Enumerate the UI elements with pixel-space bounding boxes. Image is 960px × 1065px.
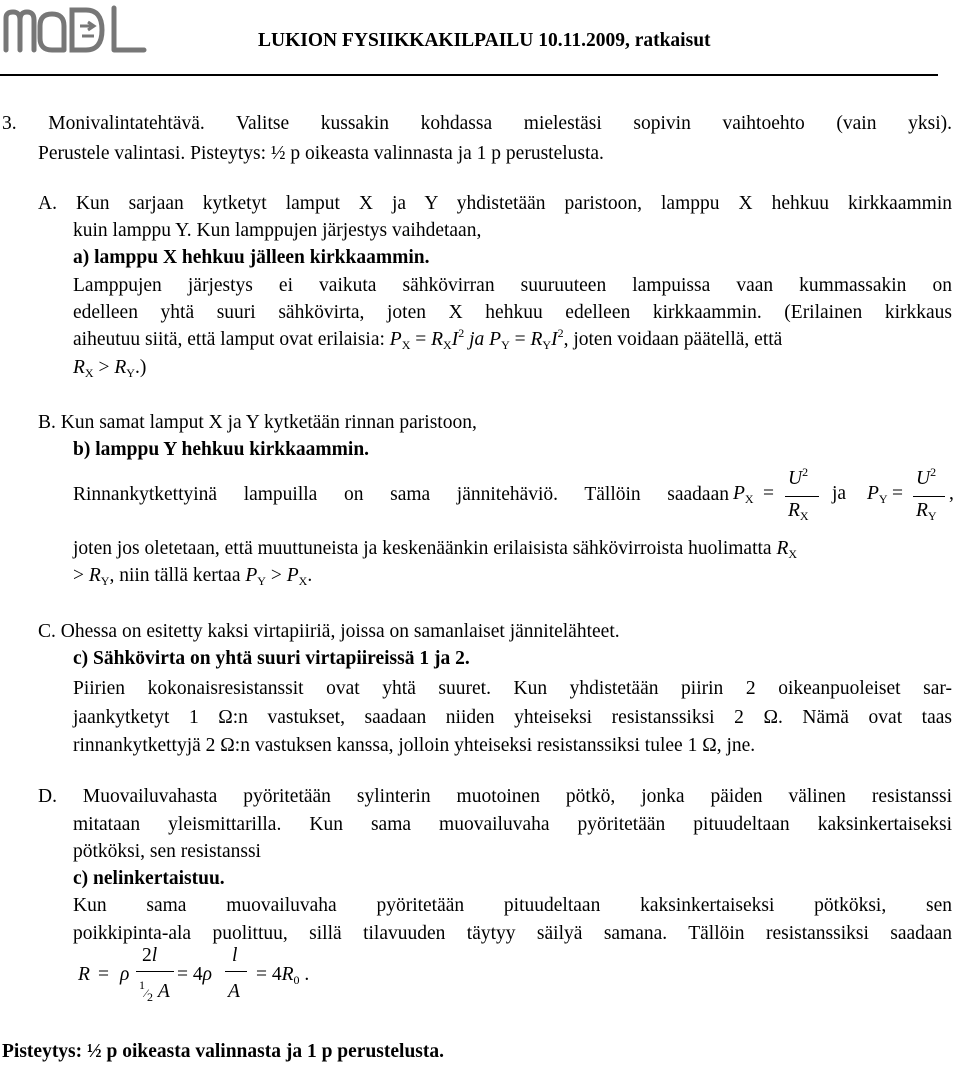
explanation-a-line-4: $R_X > R_Y$.): [73, 357, 147, 380]
question-a-line-1: A. Kun sarjaan kytketyt lamput X ja Y yhdistetään paristoon, lamppu X hehkuu kirkkaammin: [38, 193, 952, 214]
explanation-b-line-2: joten jos oletetaan, että muuttuneista ja keskenäänkin erilaisista sähkövirroista huolimatta $R_X$: [73, 538, 798, 561]
explanation-b-line-1: Rinnankytkettyinä lampuilla on sama jännitehäviö. Tällöin saadaan: [73, 484, 729, 505]
explanation-c-line-3: rinnankytkettyjä 2 Ω:n vastuksen kanssa, jolloin yhteiseksi resistanssiksi tulee 1 Ω, jne.: [73, 735, 756, 756]
header-rule: [0, 74, 938, 76]
explanation-a-line-3: aiheutuu siitä, että lamput ovat erilaisia: $P_X = R_XI^2$ ja $P_Y = R_YI^2$, joten voidaan päätellä, että: [73, 326, 783, 352]
question-a-line-2: kuin lamppu Y. Kun lamppujen järjestys vaihdetaan,: [73, 220, 482, 241]
document-title: LUKION FYSIIKKAKILPAILU 10.11.2009, ratkaisut: [258, 30, 711, 51]
question-d-line-2: mitataan yleismittarilla. Kun sama muovailuvaha pyöritetään pituudeltaan kaksinkertaiseksi: [73, 814, 952, 835]
explanation-a-line-3-text: aiheutuu siitä, että lamput ovat erilaisia:: [73, 329, 390, 350]
answer-b: b) lamppu Y hehkuu kirkkaammin.: [73, 439, 370, 460]
intro-line-1: 3. Monivalintatehtävä. Valitse kussakin kohdassa mielestäsi sopivin vaihtoehto (vain yksi).: [2, 113, 952, 134]
explanation-b-line-3: > $R_Y$, niin tällä kertaa $P_Y > P_X$.: [73, 565, 313, 588]
explanation-a-line-2: edelleen yhtä suuri sähkövirta, joten X hehkuu edelleen kirkkaammin. (Erilainen kirkkaus: [73, 302, 952, 323]
explanation-a-line-3-tail: , joten voidaan päätellä, että: [563, 329, 783, 350]
answer-d: c) nelinkertaistuu.: [73, 868, 225, 889]
explanation-b-line-3-text: , niin tällä kertaa: [109, 565, 241, 586]
question-d-line-1: D. Muovailuvahasta pyöritetään sylinterin muotoinen pötkö, jonka päiden välinen resistanssi: [38, 786, 952, 807]
question-b-line-1: B. Kun samat lamput X ja Y kytketään rinnan paristoon,: [38, 412, 477, 433]
question-d-line-3: pötköksi, sen resistanssi: [73, 841, 261, 862]
intro-line-2: Perustele valintasi. Pisteytys: ½ p oikeasta valinnasta ja 1 p perustelusta.: [38, 143, 604, 164]
explanation-c-line-1: Piirien kokonaisresistanssit ovat yhtä suuret. Kun yhdistetään piirin 2 oikeanpuoleiset sar-: [73, 678, 952, 699]
answer-c: c) Sähkövirta on yhtä suuri virtapiireissä 1 ja 2.: [73, 648, 470, 669]
explanation-a-line-1: Lamppujen järjestys ei vaikuta sähkövirran suuruuteen lampuissa vaan kummassakin on: [73, 275, 952, 296]
explanation-d-line-2: poikkipinta-ala puolittuu, sillä tilavuuden täytyy säilyä samana. Tällöin resistanssiksi saadaan: [73, 923, 952, 944]
question-c-line-1: C. Ohessa on esitetty kaksi virtapiiriä, joissa on samanlaiset jännitelähteet.: [38, 621, 620, 642]
formula-ja: ja: [832, 483, 847, 504]
explanation-c-line-2: jaankytketyt 1 Ω:n vastukset, saadaan niiden yhteiseksi resistanssiksi 2 Ω. Nämä ovat taas: [73, 707, 952, 728]
scoring-note: Pisteytys: ½ p oikeasta valinnasta ja 1 p perustelusta.: [2, 1041, 445, 1062]
answer-a: a) lamppu X hehkuu jälleen kirkkaammin.: [73, 247, 430, 268]
maol-logo: [2, 4, 152, 56]
explanation-d-line-1: Kun sama muovailuvaha pyöritetään pituudeltaan kaksinkertaiseksi pötköksi, sen: [73, 895, 952, 916]
explanation-b-line-2-text: joten jos oletetaan, että muuttuneista ja keskenäänkin erilaisista sähkövirroista huolimatta: [73, 538, 772, 559]
